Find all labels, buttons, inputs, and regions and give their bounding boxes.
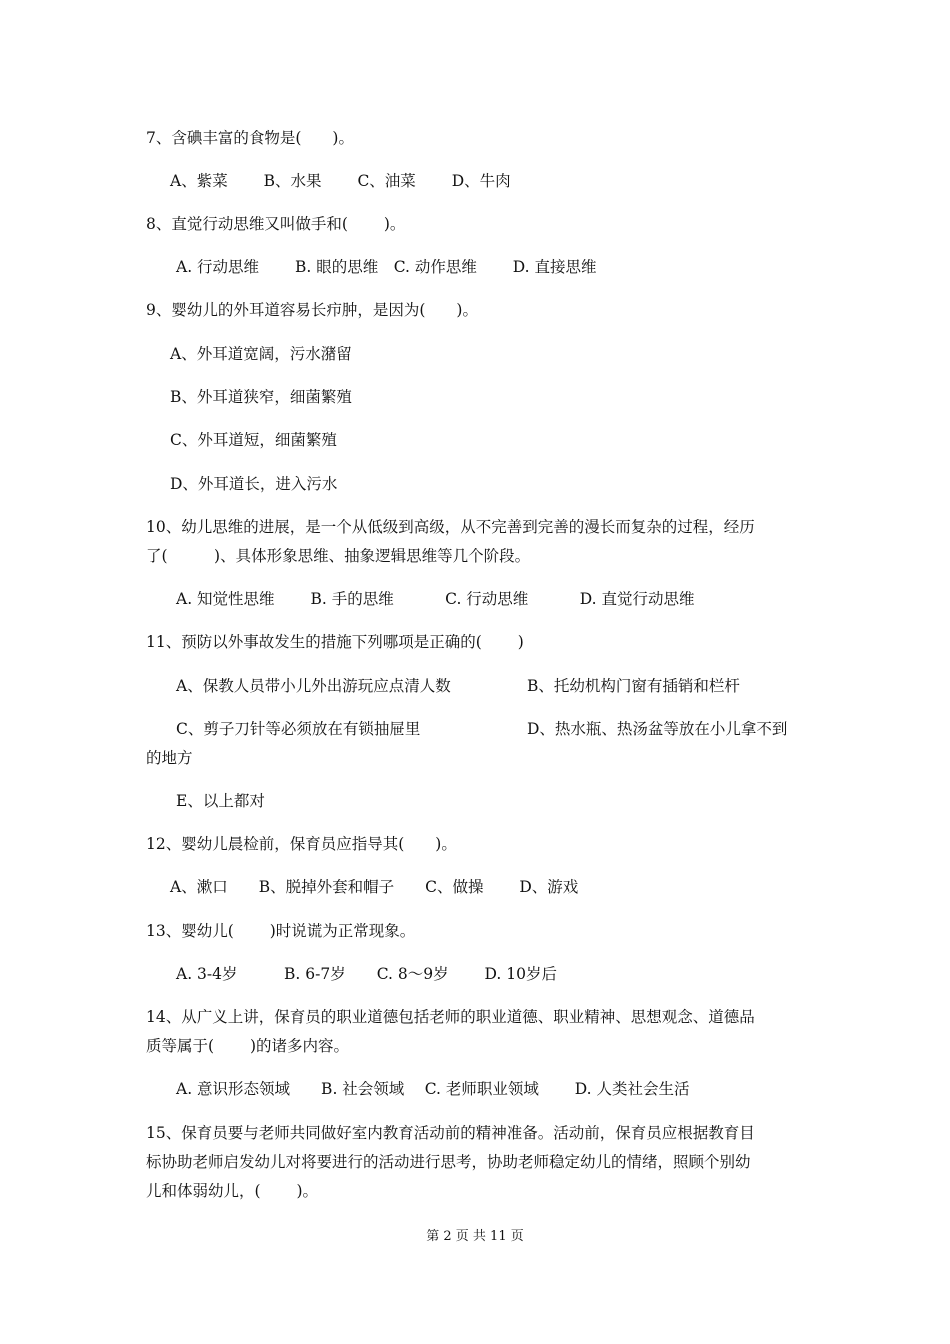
question-12-options: A、漱口 B、脱掉外套和帽子 C、做操 D、游戏 — [170, 878, 579, 896]
question-9-stem: 9、婴幼儿的外耳道容易长疖肿，是因为( )。 — [146, 301, 478, 319]
question-14-stem-line1: 14、从广义上讲，保育员的职业道德包括老师的职业道德、职业精神、思想观念、道德品 — [146, 1008, 755, 1026]
question-12-stem: 12、婴幼儿晨检前，保育员应指导其( )。 — [146, 835, 457, 853]
question-11-option-c: C、剪子刀针等必须放在有锁抽屉里 — [176, 720, 421, 738]
question-13-options: A. 3-4岁 B. 6-7岁 C. 8～9岁 D. 10岁后 — [176, 965, 557, 983]
question-9-option-d: D、外耳道长，进入污水 — [170, 475, 338, 493]
question-7-stem: 7、含碘丰富的食物是( )。 — [146, 129, 354, 147]
question-15-stem-line2: 标协助老师启发幼儿对将要进行的活动进行思考，协助老师稳定幼儿的情绪，照顾个别幼 — [146, 1153, 751, 1171]
question-8-stem: 8、直觉行动思维又叫做手和( )。 — [146, 215, 406, 233]
question-14-options: A. 意识形态领域 B. 社会领域 C. 老师职业领域 D. 人类社会生活 — [176, 1080, 690, 1098]
page-number-footer: 第 2 页 共 11 页 — [426, 1229, 524, 1244]
question-7-options: A、紫菜 B、水果 C、油菜 D、牛肉 — [170, 172, 511, 190]
question-9-option-b: B、外耳道狭窄，细菌繁殖 — [170, 388, 352, 406]
question-13-stem: 13、婴幼儿( )时说谎为正常现象。 — [146, 922, 416, 940]
question-11-stem: 11、预防以外事故发生的措施下列哪项是正确的( ) — [146, 633, 524, 651]
question-11-option-a: A、保教人员带小儿外出游玩应点清人数 — [176, 677, 451, 695]
question-14-stem-line2: 质等属于( )的诸多内容。 — [146, 1037, 350, 1055]
question-11-option-d-line1: D、热水瓶、热汤盆等放在小儿拿不到 — [527, 720, 788, 738]
question-11-option-d-line2: 的地方 — [146, 749, 193, 767]
question-10-stem-line2: 了( )、具体形象思维、抽象逻辑思维等几个阶段。 — [146, 547, 531, 565]
question-15-stem-line1: 15、保育员要与老师共同做好室内教育活动前的精神准备。活动前，保育员应根据教育目 — [146, 1124, 755, 1142]
question-11-option-e: E、以上都对 — [176, 792, 265, 810]
question-15-stem-line3: 儿和体弱幼儿，( )。 — [146, 1182, 319, 1200]
question-9-option-a: A、外耳道宽阔，污水潴留 — [170, 345, 352, 363]
question-10-stem-line1: 10、幼儿思维的进展，是一个从低级到高级，从不完善到完善的漫长而复杂的过程，经历 — [146, 518, 755, 536]
question-10-options: A. 知觉性思维 B. 手的思维 C. 行动思维 D. 直觉行动思维 — [176, 590, 695, 608]
question-9-option-c: C、外耳道短，细菌繁殖 — [170, 431, 337, 449]
question-11-option-b: B、托幼机构门窗有插销和栏杆 — [527, 677, 740, 695]
question-8-options: A. 行动思维 B. 眼的思维 C. 动作思维 D. 直接思维 — [176, 258, 597, 276]
